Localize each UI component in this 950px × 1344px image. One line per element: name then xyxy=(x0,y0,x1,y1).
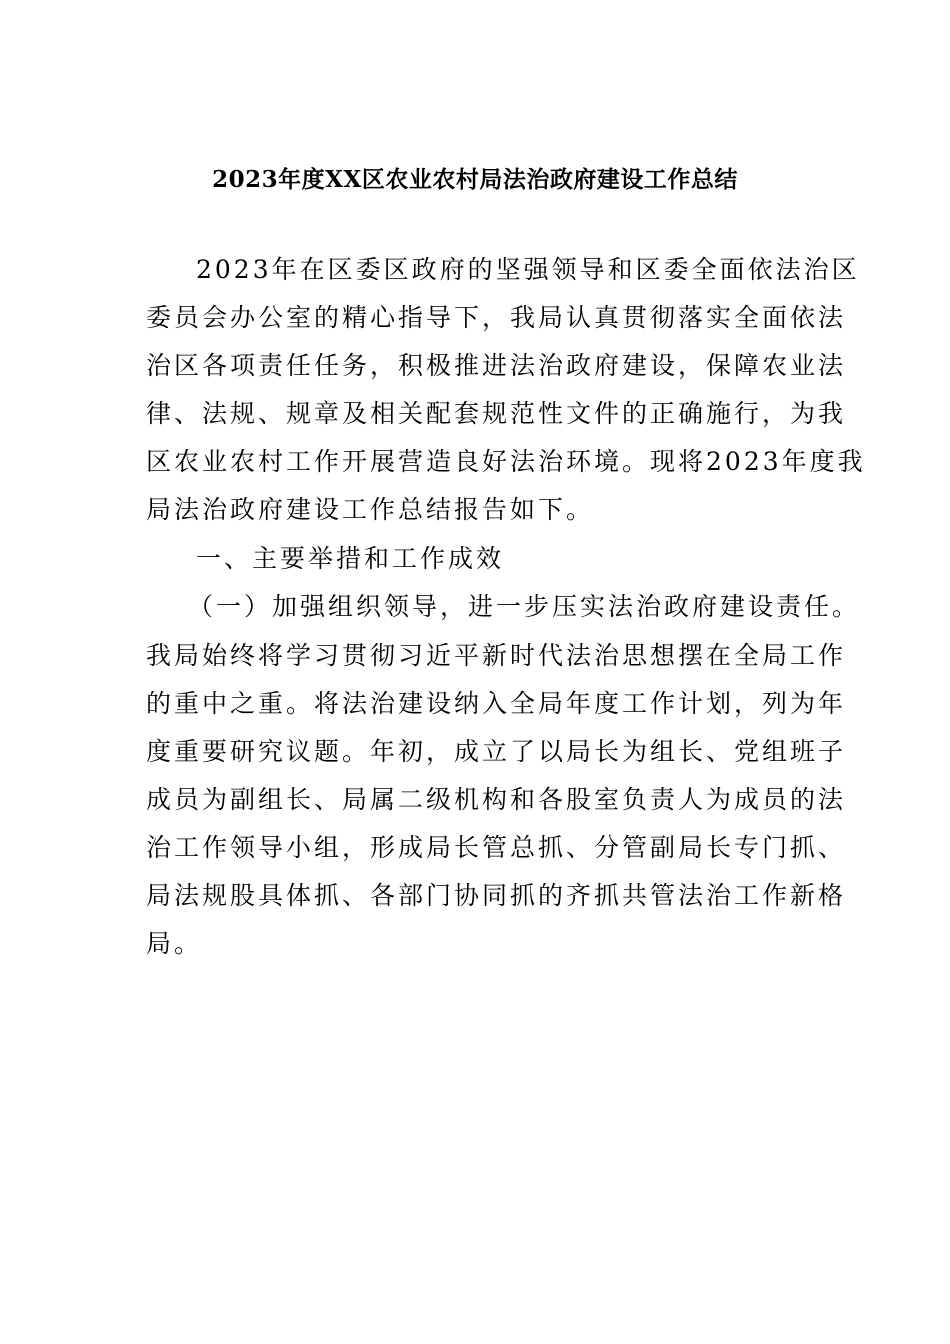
paragraph-2-line-3: 的重中之重。将法治建设纳入全局年度工作计划，列为年 xyxy=(146,689,847,718)
paragraph-2-line-7: 局法规股具体抓、各部门协同抓的齐抓共管法治工作新格 xyxy=(146,881,847,910)
document-title: 2023年度XX区农业农村局法治政府建设工作总结 xyxy=(212,166,738,193)
paragraph-1-line-6: 局法治政府建设工作总结报告如下。 xyxy=(146,495,595,524)
paragraph-2-line-2: 我局始终将学习贯彻习近平新时代法治思想摆在全局工作 xyxy=(146,641,847,670)
paragraph-2-line-8: 局。 xyxy=(146,929,203,958)
subsection-heading-1: （一）加强组织领导，进一步压实法治政府建设责任。 xyxy=(188,592,861,621)
paragraph-2-line-4: 度重要研究议题。年初，成立了以局长为组长、党组班子 xyxy=(146,737,847,766)
paragraph-2-line-6: 治工作领导小组，形成局长管总抓、分管副局长专门抓、 xyxy=(146,833,847,862)
paragraph-1-line-2: 委员会办公室的精心指导下，我局认真贯彻落实全面依法 xyxy=(146,303,847,332)
paragraph-1-line-1: 2023年在区委区政府的坚强领导和区委全面依法治区 xyxy=(196,255,860,284)
section-heading-1: 一、主要举措和工作成效 xyxy=(196,544,505,573)
paragraph-2-line-5: 成员为副组长、局属二级机构和各股室负责人为成员的法 xyxy=(146,785,847,814)
paragraph-1-line-3: 治区各项责任任务，积极推进法治政府建设，保障农业法 xyxy=(146,351,847,380)
paragraph-1-line-5: 区农业农村工作开展营造良好法治环境。现将2023年度我 xyxy=(146,447,866,476)
paragraph-1-line-4: 律、法规、规章及相关配套规范性文件的正确施行，为我 xyxy=(146,399,847,428)
